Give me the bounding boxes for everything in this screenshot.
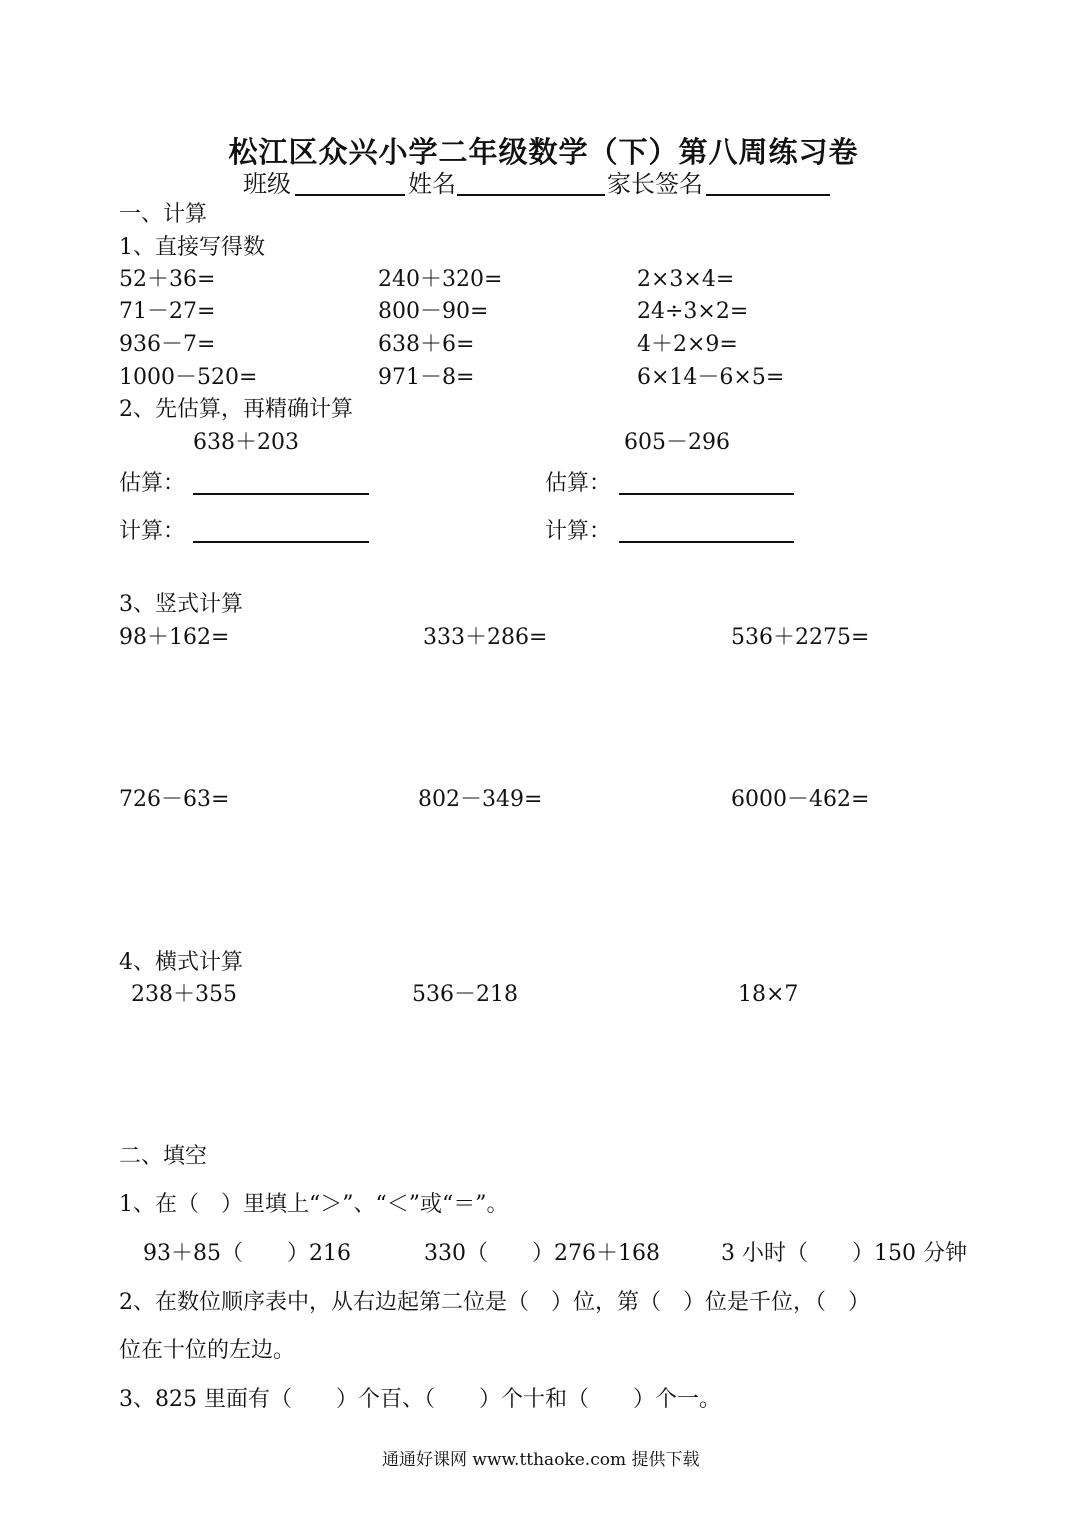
name-label: 姓名 — [408, 170, 456, 198]
q1-item: 52＋36= — [119, 267, 216, 292]
q1-item: 1000－520= — [119, 365, 258, 390]
q1-item: 971－8= — [378, 365, 475, 390]
q3-item: 536＋2275= — [731, 625, 870, 650]
fill-q2-line1: 2、在数位顺序表中，从右边起第二位是（ ）位，第（ ）位是千位，（ ） — [119, 1290, 870, 1315]
q1-item: 4＋2×9= — [637, 332, 738, 357]
class-blank[interactable] — [295, 194, 405, 196]
q1-label: 1、直接写得数 — [119, 235, 265, 260]
footer-credit: 通通好课网 www.tthaoke.com 提供下载 — [382, 1450, 700, 1470]
q4-item: 536－218 — [412, 982, 518, 1007]
q3-item: 333＋286= — [423, 625, 548, 650]
estimate-blank-right[interactable] — [619, 493, 794, 495]
q3-item: 98＋162= — [119, 625, 230, 650]
q1-item: 638＋6= — [378, 332, 475, 357]
parent-signature-blank[interactable] — [706, 194, 830, 196]
estimate-label-left: 估算： — [119, 471, 186, 496]
q3-label: 3、竖式计算 — [119, 592, 243, 617]
name-blank[interactable] — [457, 194, 605, 196]
parent-signature-label: 家长签名 — [607, 170, 703, 198]
fill-q1-item: 3 小时（ ）150 分钟 — [721, 1241, 967, 1266]
q1-item: 936－7= — [119, 332, 216, 357]
estimate-blank-left[interactable] — [193, 493, 369, 495]
q4-label: 4、横式计算 — [119, 950, 243, 975]
page-title: 松江区众兴小学二年级数学（下）第八周练习卷 — [228, 135, 859, 169]
section1-heading: 一、计算 — [119, 202, 208, 227]
fill-q1-label: 1、在（ ）里填上“＞”、“＜”或“＝”。 — [119, 1192, 509, 1217]
calc-label-right: 计算： — [545, 519, 612, 544]
q3-item: 802－349= — [418, 787, 543, 812]
fill-q1-item: 330（ ）276＋168 — [424, 1241, 660, 1266]
calc-label-left: 计算： — [119, 519, 186, 544]
class-label: 班级 — [243, 170, 291, 198]
section2-heading: 二、填空 — [119, 1144, 208, 1169]
q1-item: 800－90= — [378, 299, 489, 324]
q1-item: 24÷3×2= — [637, 299, 749, 324]
fill-q1-item: 93＋85（ ）216 — [143, 1241, 351, 1266]
calc-blank-left[interactable] — [193, 541, 369, 543]
q1-item: 71－27= — [119, 299, 216, 324]
q4-item: 238＋355 — [131, 982, 237, 1007]
q1-item: 6×14－6×5= — [637, 365, 785, 390]
q3-item: 726－63= — [119, 787, 230, 812]
calc-blank-right[interactable] — [619, 541, 794, 543]
q2-problem-right: 605－296 — [624, 430, 730, 455]
q2-label: 2、先估算，再精确计算 — [119, 397, 353, 422]
fill-q3-text: 3、825 里面有（ ）个百、（ ）个十和（ ）个一。 — [119, 1387, 721, 1412]
q1-item: 240＋320= — [378, 267, 503, 292]
q4-item: 18×7 — [738, 982, 799, 1007]
fill-q2-line2: 位在十位的左边。 — [119, 1338, 296, 1363]
q1-item: 2×3×4= — [637, 267, 735, 292]
estimate-label-right: 估算： — [545, 471, 612, 496]
q2-problem-left: 638＋203 — [193, 430, 299, 455]
q3-item: 6000－462= — [731, 787, 870, 812]
